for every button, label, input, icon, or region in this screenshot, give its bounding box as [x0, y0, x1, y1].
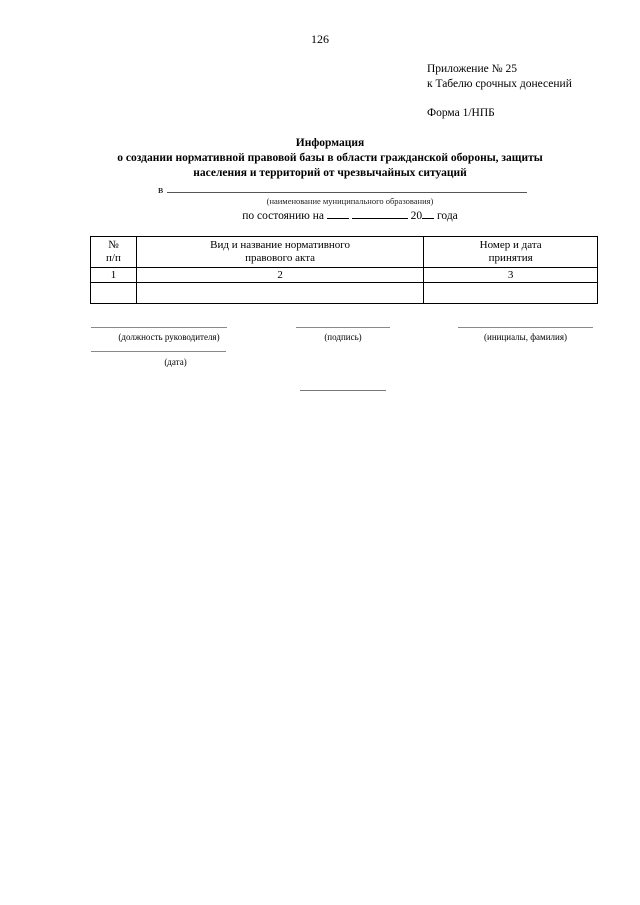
initials-caption: (инициалы, фамилия) — [484, 332, 567, 342]
title-line-3: населения и территорий от чрезвычайных ситуаций — [193, 167, 467, 179]
table-header-row — [91, 237, 598, 268]
municipality-caption: (наименование муниципального образования) — [266, 196, 434, 206]
as-of-prefix: по состоянию на — [242, 210, 324, 222]
header-number-date: Номер и дата принятия — [424, 237, 598, 268]
table-cell — [91, 283, 137, 304]
appendix-number: Приложение № 25 — [427, 63, 517, 75]
as-of-date-line — [60, 208, 640, 222]
column-number: 1 — [91, 268, 137, 283]
closing-divider — [300, 390, 386, 391]
signature-caption: (подпись) — [324, 332, 362, 342]
document-title — [60, 136, 600, 181]
as-of-suffix: года — [436, 210, 458, 222]
signature-line — [296, 327, 390, 328]
year-century: 20 — [410, 210, 423, 222]
year-blank — [422, 208, 434, 219]
municipality-blank — [167, 183, 527, 193]
month-blank — [352, 208, 408, 219]
position-caption: (должность руководителя) — [118, 332, 220, 342]
municipality-prefix: в — [158, 184, 164, 196]
header-number: № п/п — [91, 237, 137, 268]
title-line-1: Информация — [295, 137, 365, 149]
table-cell — [136, 283, 423, 304]
date-signature-line — [91, 351, 226, 352]
municipality-field — [158, 183, 527, 196]
column-number: 3 — [424, 268, 598, 283]
position-signature-line — [91, 327, 227, 328]
appendix-note — [427, 62, 572, 92]
date-caption: (дата) — [164, 357, 187, 367]
header-act-type-name: Вид и название нормативного правового акта — [136, 237, 423, 268]
report-table — [90, 236, 598, 304]
column-number: 2 — [136, 268, 423, 283]
table-cell — [424, 283, 598, 304]
title-line-2: о создании нормативной правовой базы в области гражданской обороны, защиты — [117, 152, 543, 164]
column-number-row — [91, 268, 598, 283]
appendix-reference: к Табелю срочных донесений — [427, 78, 572, 90]
page-number: 126 — [311, 32, 329, 46]
form-code: Форма 1/НПБ — [427, 107, 495, 119]
initials-signature-line — [458, 327, 593, 328]
table-row — [91, 283, 598, 304]
day-blank — [327, 208, 349, 219]
